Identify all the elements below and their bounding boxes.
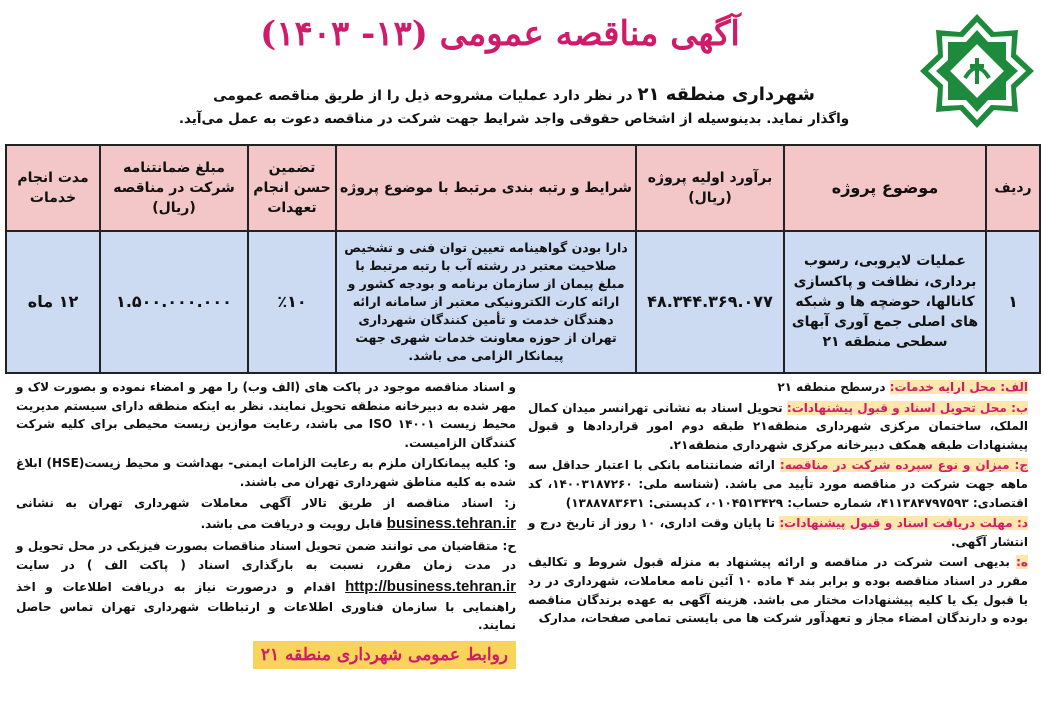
- cell-duration: ۱۲ ماه: [6, 231, 100, 373]
- clause-b: [528, 399, 1028, 455]
- cell-deposit: ۱.۵۰۰.۰۰۰.۰۰۰: [100, 231, 248, 373]
- advertisement-title: آگهی مناقصه عمومی (۱۳- ۱۴۰۳): [260, 14, 740, 54]
- clause-e-text: بدیهی است شرکت در مناقصه و ارائه پیشنهاد به منزله قبول شروط و تکالیف مقرر در اسناد مناقصه بوده و برابر بند ۴ ماده ۱۰ آئین نامه معاملات، شهرداری در رد یا قبول یک یا کلیه پیشنهادات مختار می باشد. هزینه آگهی به عهده برندگان مناقصه بوده و دارندگان امضاء مجاز و تعهدآور شرکت ها می بایستی تمامی صفحات، مدارک: [528, 555, 1028, 626]
- clause-documents-text: ز: اسناد مناقصه از طریق تالار آگهی معاملات شهرداری تهران به نشانی: [16, 495, 516, 510]
- clause-a: [528, 378, 1028, 397]
- public-relations-signature: روابط عمومی شهرداری منطقه ۲۱: [253, 641, 516, 669]
- clause-e: [528, 553, 1028, 627]
- cell-guarantee: ٪۱۰: [248, 231, 336, 373]
- clause-c-label: ج: میزان و نوع سپرده شرکت در مناقصه:: [779, 458, 1028, 473]
- intro-line-1-text: در نظر دارد عملیات مشروحه ذیل را از طریق مناقصه عمومی: [213, 88, 638, 104]
- tehran-municipality-logo-icon: [918, 12, 1036, 130]
- clause-e-continued: و اسناد مناقصه موجود در پاکت های (الف وب) را مهر و امضاء نموده و بصورت لاک و مهر شده به دبیرخانه منطقه تحویل نمایند. نظر به اینکه منطقه دارای سیستم مدیریت محیط زیست ISO ۱۴۰۰۱ می باشد، رعایت موازین زیست محیطی برای کلیه شرکت کنندگان الزامیست.: [16, 380, 516, 450]
- clause-c: [528, 456, 1028, 512]
- header-conditions: شرایط و رتبه بندی مرتبط با موضوع پروژه: [336, 145, 636, 231]
- tender-table: [5, 144, 1041, 374]
- clause-documents: [16, 494, 516, 536]
- municipality-name: شهرداری منطقه ۲۱: [637, 84, 815, 105]
- clause-upload-tail: اقدام و درصورت نیاز به دریافت اطلاعات و اخذ راهنمایی با سازمان فناوری اطلاعات و ارتباطات شهرداری تهران تماس حاصل نمایند.: [16, 579, 516, 633]
- right-column: [528, 378, 1028, 630]
- advertisement-header: [0, 4, 1044, 144]
- clause-d-text: تا پایان وقت اداری، ۱۰ روز از تاریخ درج و انتشار آگهی.: [528, 516, 1028, 549]
- clause-upload: [16, 537, 516, 635]
- header-duration: مدت انجام خدمات: [6, 145, 100, 231]
- header-row-number: ردیف: [986, 145, 1040, 231]
- header-estimate: برآورد اولیه پروژه (ریال): [636, 145, 784, 231]
- advertisement-body: [8, 378, 1036, 696]
- clause-b-text: تحویل اسناد به نشانی تهرانسر میدان کمال الملک، ساختمان مرکزی شهرداری منطقه۲۱ طبقه دوم امور قراردادها و قبول پیشنهادات طبقه همکف دبیرخانه مرکزی شهرداری منطقه۲۱.: [528, 400, 1028, 452]
- clause-a-label: الف: محل ارایه خدمات:: [889, 380, 1028, 394]
- clause-c-text: ارائه ضمانتنامه بانکی با اعتبار حداقل سه ماهه جهت شرکت در مناقصه مورد تأیید می باشد. (شناسه ملی: ۱۴۰۰۳۱۸۷۲۶۰، کد اقتصادی: ۴۱۱۳۸۴۷۹۷۵۹۳، شماره حساب: ۰۱۰۴۵۱۳۴۲۹، کدپستی: ۱۳۸۸۷۸۳۶۳۱): [528, 458, 1028, 510]
- clause-upload-text: ح: متقاضیان می توانند ضمن تحویل اسناد مناقصات بصورت فیزیکی در محل تحویل و در مدت زمان مقرر، نسبت به بارگذاری اسناد ( پاکت الف ) در سایت: [16, 539, 516, 572]
- cell-row-number: ۱: [986, 231, 1040, 373]
- clause-b-label: ب: محل تحویل اسناد و قبول پیشنهادات:: [786, 400, 1028, 415]
- clause-d-label: د: مهلت دریافت اسناد و قبول پیشنهادات:: [779, 516, 1029, 531]
- header-deposit: مبلغ ضمانتنامه شرکت در مناقصه (ریال): [100, 145, 248, 231]
- cell-estimate: ۴۸.۳۴۴.۳۶۹.۰۷۷: [636, 231, 784, 373]
- clause-a-text: درسطح منطقه ۲۱: [777, 380, 890, 394]
- header-subject: موضوع پروژه: [784, 145, 986, 231]
- table-row: [6, 231, 1040, 373]
- clause-hse: و: کلیه پیمانکاران ملزم به رعایت الزامات ایمنی- بهداشت و محیط زیست(HSE) ابلاغ شده به کلیه مناطق شهرداری تهران می باشند.: [16, 456, 516, 489]
- cell-conditions: دارا بودن گواهینامه تعیین توان فنی و تشخیص صلاحیت معتبر در رشته آب با رتبه مرتبط با مبلغ پیمان از سازمان برنامه و بودجه کشور و ارائه کارت الکترونیکی معتبر از سامانه ارائه دهندگان خدمت و تأمین کنندگان شهرداری تهران از حوزه معاونت خدمات شهری جهت پیمانکار الزامی می باشد.: [336, 231, 636, 373]
- intro-line-2: واگذار نماید. بدینوسیله از اشخاص حقوقی واجد شرایط جهت شرکت در مناقصه دعوت به عمل می‌آید.: [178, 111, 850, 127]
- cell-subject: عملیات لایروبی، رسوب برداری، نظافت و پاکسازی کانالها، حوضچه ها و شبکه های اصلی جمع آوری آبهای سطحی منطقه ۲۱: [784, 231, 986, 373]
- header-guarantee: تضمین حسن انجام تعهدات: [248, 145, 336, 231]
- clause-d: [528, 514, 1028, 551]
- intro-line-1: [134, 84, 894, 105]
- clause-documents-tail: قابل رویت و دریافت می باشد.: [200, 517, 387, 532]
- business-upload-link[interactable]: http://business.tehran.ir: [345, 577, 516, 595]
- business-site-link[interactable]: business.tehran.ir: [386, 515, 516, 533]
- table-header-row: [6, 145, 1040, 231]
- left-column: [16, 378, 516, 669]
- clause-e-label: ه:: [1016, 555, 1028, 570]
